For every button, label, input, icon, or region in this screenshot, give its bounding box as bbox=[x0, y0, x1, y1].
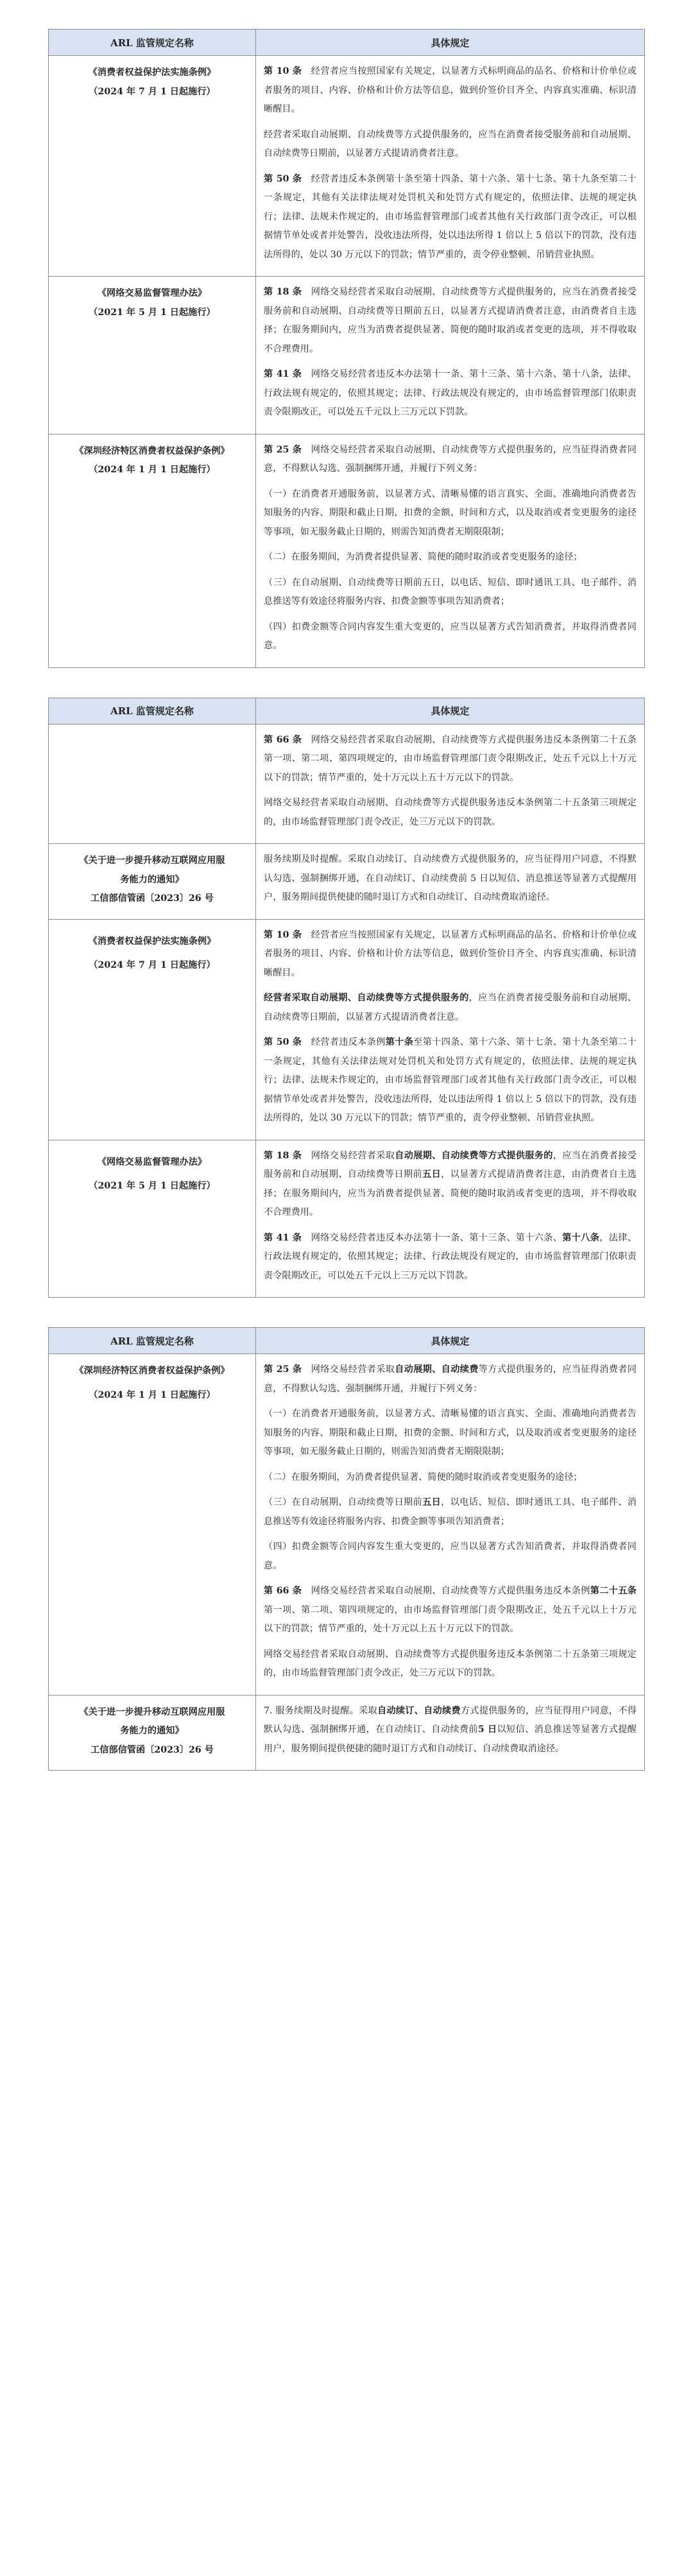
rule-paragraph: 服务续期及时提醒。采取自动续订、自动续费方式提供服务的，应当征得用户同意，不得默认勾选、强制捆绑开通，在自动续订、自动续费前 5 日以短信、消息推送等显著方式提醒用户，服务期间提供便捷的随时退订方式和自动续订、自动续费取消途径。 bbox=[264, 854, 637, 902]
regulation-title: 《消费者权益保护法实施条例》 bbox=[88, 67, 216, 78]
regulation-title: 《消费者权益保护法实施条例》 bbox=[88, 936, 216, 947]
column-header-rule: 具体规定 bbox=[256, 698, 645, 724]
rule-paragraph: （一）在消费者开通服务前，以显著方式、清晰易懂的语言真实、全面、准确地向消费者告知服务的内容、期限和截止日期，扣费的金额、时间和方式，以及取消或者变更服务的途径等事项，如无服务截止日期的，则需告知消费者无期限限制； bbox=[264, 488, 637, 537]
regulation-title: 《深圳经济特区消费者权益保护条例》 bbox=[74, 445, 230, 456]
rule-paragraph: 第 41 条 网络交易经营者违反本办法第十一条、第十三条、第十六条、第十八条，法律、行政法规有规定的，依照其规定；法律、行政法规没有规定的，由市场监督管理部门依职责责令限期改正，可以处五千元以上三万元以下罚款。 bbox=[264, 369, 637, 417]
regulation-title: 《网络交易监督管理办法》 bbox=[97, 1156, 207, 1167]
document-number: 工信部信管函〔2023〕26 号 bbox=[90, 1744, 214, 1755]
regulation-name-cell bbox=[49, 1695, 256, 1771]
table-row bbox=[49, 56, 645, 277]
rule-paragraph: 经营者采取自动展期、自动续费等方式提供服务的，应当在消费者接受服务前和自动展期、自动续费等日期前，以显著方式提请消费者注意。 bbox=[264, 129, 637, 159]
rule-paragraph: 第 50 条 经营者违反本条例第十条至第十四条、第十六条、第十七条、第十九条至第二十一条规定，其他有关法律法规对处罚机关和处罚方式有规定的，依照法律、法规的规定执行；法律、法规未作规定的，由市场监督管理部门或者其他有关行政部门责令改正，可以根据情节单处或者并处警告，没收违法所得，处以违法所得 1 倍以上 5 倍以下的罚款，没有违法所得的，处以 30 万元以下的罚款；情节严重的，责令停业整顿、吊销营业执照。 bbox=[264, 1037, 637, 1123]
column-header-rule: 具体规定 bbox=[256, 30, 645, 56]
regulation-title: 《关于进一步提升移动互联网应用服 bbox=[79, 1706, 225, 1717]
regulation-name-cell bbox=[49, 724, 256, 844]
rule-paragraph: 第 25 条 网络交易经营者采取自动展期、自动续费等方式提供服务的，应当征得消费者同意，不得默认勾选、强制捆绑开通，并履行下列义务： bbox=[264, 444, 637, 474]
rule-paragraph: （一）在消费者开通服务前，以显著方式、清晰易懂的语言真实、全面、准确地向消费者告知服务的内容、期限和截止日期，扣费的金额、时间和方式，以及取消或者变更服务的途径等事项，如无服务截止日期的，则需告知消费者无期限限制； bbox=[264, 1409, 637, 1457]
table-row bbox=[49, 844, 645, 920]
regulation-table-2 bbox=[48, 698, 645, 1298]
rule-paragraph: 第 41 条 网络交易经营者违反本办法第十一条、第十三条、第十六条、第十八条，法律、行政法规有规定的，依照其规定；法律、行政法规没有规定的，由市场监督管理部门依职责责令限期改正，可以处五千元以上三万元以下罚款。 bbox=[264, 1232, 637, 1281]
table-row bbox=[49, 1140, 645, 1298]
table-row bbox=[49, 1695, 645, 1771]
rule-cell bbox=[256, 1140, 645, 1298]
table-row bbox=[49, 724, 645, 844]
rule-cell bbox=[256, 56, 645, 277]
effective-date: （2021 年 5 月 1 日起施行） bbox=[89, 1181, 216, 1191]
rule-paragraph: 第 25 条 网络交易经营者采取自动展期、自动续费等方式提供服务的，应当征得消费者同意，不得默认勾选、强制捆绑开通，并履行下列义务： bbox=[264, 1364, 637, 1394]
rule-cell bbox=[256, 1695, 645, 1771]
effective-date: （2024 年 1 月 1 日起施行） bbox=[89, 465, 216, 475]
effective-date: （2021 年 5 月 1 日起施行） bbox=[89, 307, 216, 318]
rule-paragraph: （三）在自动展期、自动续费等日期前五日，以电话、短信、即时通讯工具、电子邮件、消息推送等有效途径将服务内容、扣费金额等事项告知消费者； bbox=[264, 1497, 637, 1527]
rule-paragraph: （二）在服务期间，为消费者提供显著、简便的随时取消或者变更服务的途径； bbox=[264, 1472, 583, 1482]
regulation-title-cont: 务能力的通知》 bbox=[120, 874, 184, 885]
rule-paragraph: 经营者采取自动展期、自动续费等方式提供服务的，应当在消费者接受服务前和自动展期、自动续费等日期前，以显著方式提请消费者注意。 bbox=[264, 993, 637, 1022]
rule-cell bbox=[256, 1354, 645, 1696]
document-page bbox=[48, 0, 645, 1771]
regulation-table-3 bbox=[48, 1327, 645, 1771]
rule-paragraph: 网络交易经营者采取自动展期、自动续费等方式提供服务违反本条例第二十五条第三项规定的，由市场监督管理部门责令改正，处三万元以下的罚款。 bbox=[264, 1649, 637, 1678]
table-header-row bbox=[49, 698, 645, 724]
table-header-row bbox=[49, 30, 645, 56]
document-number: 工信部信管函〔2023〕26 号 bbox=[90, 893, 214, 904]
rule-cell bbox=[256, 919, 645, 1140]
table-row bbox=[49, 434, 645, 667]
rule-paragraph: （四）扣费金额等合同内容发生重大变更的，应当以显著方式告知消费者，并取得消费者同意。 bbox=[264, 1541, 637, 1571]
regulation-name-cell bbox=[49, 1140, 256, 1298]
rule-paragraph: （二）在服务期间，为消费者提供显著、简便的随时取消或者变更服务的途径； bbox=[264, 552, 583, 562]
regulation-title: 《深圳经济特区消费者权益保护条例》 bbox=[74, 1366, 230, 1376]
regulation-title: 《网络交易监督管理办法》 bbox=[97, 288, 207, 298]
rule-cell bbox=[256, 277, 645, 434]
rule-paragraph: 第 66 条 网络交易经营者采取自动展期、自动续费等方式提供服务违反本条例第二十五条第一项、第二项、第四项规定的，由市场监督管理部门责令限期改正，处五千元以上十万元以下的罚款；情节严重的，处十万元以上五十万元以下的罚款。 bbox=[264, 734, 637, 783]
effective-date: （2024 年 7 月 1 日起施行） bbox=[89, 960, 216, 970]
rule-paragraph: 网络交易经营者采取自动展期、自动续费等方式提供服务违反本条例第二十五条第三项规定的，由市场监督管理部门责令改正，处三万元以下的罚款。 bbox=[264, 798, 637, 827]
effective-date: （2024 年 1 月 1 日起施行） bbox=[89, 1389, 216, 1400]
rule-paragraph: 第 18 条 网络交易经营者采取自动展期、自动续费等方式提供服务的，应当在消费者接受服务前和自动展期、自动续费等日期前五日，以显著方式提请消费者注意，由消费者自主选择；在服务期间内，应当为消费者提供显著、简便的随时取消或者变更的选项，并不得收取不合理费用。 bbox=[264, 1150, 637, 1217]
regulation-name-cell bbox=[49, 56, 256, 277]
column-header-rule: 具体规定 bbox=[256, 1328, 645, 1354]
table-header-row bbox=[49, 1328, 645, 1354]
rule-paragraph: 第 50 条 经营者违反本条例第十条至第十四条、第十六条、第十七条、第十九条至第二十一条规定，其他有关法律法规对处罚机关和处罚方式有规定的，依照法律、法规的规定执行；法律、法规未作规定的，由市场监督管理部门或者其他有关行政部门责令改正，可以根据情节单处或者并处警告，没收违法所得，处以违法所得 1 倍以上 5 倍以下的罚款，没有违法所得的，处以 30 万元以下的罚款；情节严重的，责令停业整顿、吊销营业执照。 bbox=[264, 173, 637, 260]
rule-paragraph: 第 10 条 经营者应当按照国家有关规定，以显著方式标明商品的品名、价格和计价单位或者服务的项目、内容、价格和计价方法等信息，做到价签价目齐全、内容真实准确、标识清晰醒目。 bbox=[264, 929, 637, 978]
regulation-name-cell bbox=[49, 919, 256, 1140]
rule-paragraph: 第 10 条 经营者应当按照国家有关规定，以显著方式标明商品的品名、价格和计价单位或者服务的项目、内容、价格和计价方法等信息，做到价签价目齐全、内容真实准确、标识清晰醒目。 bbox=[264, 66, 637, 114]
regulation-name-cell bbox=[49, 1354, 256, 1696]
rule-cell bbox=[256, 724, 645, 844]
rule-paragraph: （三）在自动展期、自动续费等日期前五日，以电话、短信、即时通讯工具、电子邮件、消息推送等有效途径将服务内容、扣费金额等事项告知消费者； bbox=[264, 577, 637, 606]
column-header-name: ARL 监管规定名称 bbox=[49, 1328, 256, 1354]
effective-date: （2024 年 7 月 1 日起施行） bbox=[89, 86, 216, 97]
regulation-title-cont: 务能力的通知》 bbox=[120, 1726, 184, 1736]
column-header-name: ARL 监管规定名称 bbox=[49, 30, 256, 56]
column-header-name: ARL 监管规定名称 bbox=[49, 698, 256, 724]
regulation-name-cell bbox=[49, 434, 256, 667]
table-row bbox=[49, 919, 645, 1140]
rule-paragraph: （四）扣费金额等合同内容发生重大变更的，应当以显著方式告知消费者，并取得消费者同意。 bbox=[264, 621, 637, 651]
rule-cell bbox=[256, 434, 645, 667]
rule-paragraph: 第 18 条 网络交易经营者采取自动展期、自动续费等方式提供服务的，应当在消费者接受服务前和自动展期、自动续费等日期前五日，以显著方式提请消费者注意，由消费者自主选择；在服务期间内，应当为消费者提供显著、简便的随时取消或者变更的选项，并不得收取不合理费用。 bbox=[264, 287, 637, 354]
regulation-name-cell bbox=[49, 844, 256, 920]
rule-cell bbox=[256, 844, 645, 920]
table-row bbox=[49, 1354, 645, 1696]
table-row bbox=[49, 277, 645, 434]
rule-paragraph: 7. 服务续期及时提醒。采取自动续订、自动续费方式提供服务的，应当征得用户同意，不得默认勾选、强制捆绑开通，在自动续订、自动续费前5 日以短信、消息推送等显著方式提醒用户，服务期间提供便捷的随时退订方式和自动续订、自动续费取消途径。 bbox=[264, 1705, 637, 1754]
regulation-table-1 bbox=[48, 29, 645, 668]
regulation-title: 《关于进一步提升移动互联网应用服 bbox=[79, 855, 225, 866]
rule-paragraph: 第 66 条 网络交易经营者采取自动展期、自动续费等方式提供服务违反本条例第二十五条第一项、第二项、第四项规定的，由市场监督管理部门责令限期改正，处五千元以上十万元以下的罚款；情节严重的，处十万元以上五十万元以下的罚款。 bbox=[264, 1586, 637, 1634]
regulation-name-cell bbox=[49, 277, 256, 434]
